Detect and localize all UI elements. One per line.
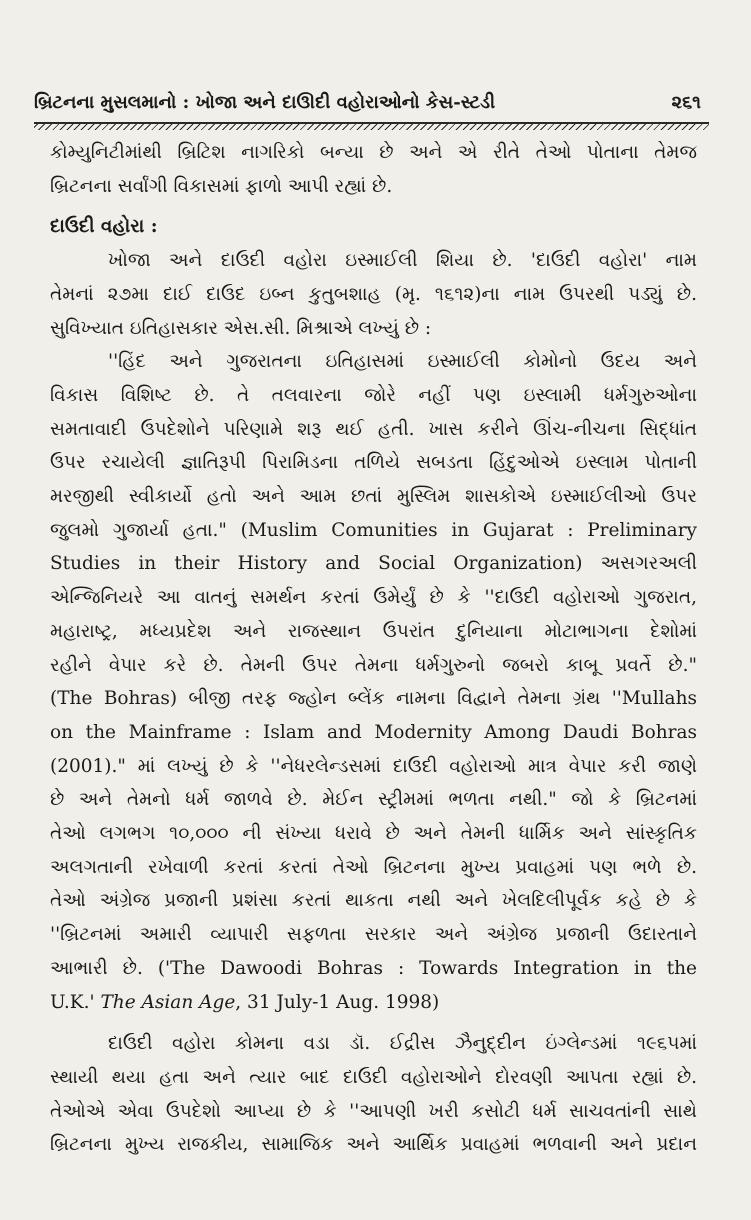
text-line: તેઓ અંગ્રેજ પ્રજાની પ્રશંસા કરતાં થાકતા નથી અને ખેલદિલીપૂર્વક કહે છે કે bbox=[50, 890, 697, 912]
paragraph-quotation bbox=[50, 345, 697, 1019]
text-line: on the Mainframe : Islam and Modernity Among Daudi Bohras bbox=[50, 721, 697, 743]
page-number: ૨૬૧ bbox=[671, 92, 701, 113]
citation-date: , 31 July-1 Aug. 1998) bbox=[235, 991, 440, 1013]
text-line: સમતાવાદી ઉપદેશોને પરિણામે શરૂ થઈ હતી. ખાસ કરીને ઊંચ-નીચના સિદ્ધાંત bbox=[50, 418, 697, 440]
header-rule bbox=[34, 122, 709, 130]
text-line: (2001)." માં લખ્યું છે કે ''નેધરલેન્ડસમાં દાઉદી વહોરાઓ માત્ર વેપાર કરી જાણે bbox=[50, 755, 697, 777]
text-line: એન્જિનિયરે આ વાતનું સમર્થન કરતાં ઉમેર્યું છે કે ''દાઉદી વહોરાઓ ગુજરાત, bbox=[50, 587, 697, 609]
citation-line bbox=[50, 986, 697, 1020]
paragraph-name-origin bbox=[50, 244, 697, 345]
paragraph-leader bbox=[50, 1027, 697, 1162]
text-line: મરજીથી સ્વીકાર્યો હતો અને આમ છતાં મુસ્લિમ શાસકોએ ઇસ્માઈલીઓ ઉપર bbox=[50, 486, 697, 508]
text-line: ખોજા અને દાઉદી વહોરા ઇસ્માઈલી શિયા છે. 'દાઉદી વહોરા' નામ bbox=[108, 250, 697, 272]
text-line: આભારી છે. ('The Dawoodi Bohras : Towards Integration in the bbox=[50, 957, 697, 979]
body-text bbox=[50, 136, 697, 1162]
text-line: તેમનાં ૨૭મા દાઈ દાઉદ ઇબ્ન કુતુબશાહ (મૃ. ૧૬૧૨)ના નામ ઉપરથી પડ્યું છે. bbox=[50, 283, 697, 305]
text-line: રહીને વેપાર કરે છે. તેમની ઉપર તેમના ધર્મગુરુનો જબરો કાબૂ પ્રવર્તે છે." bbox=[50, 654, 697, 676]
text-line: ''હિંદ અને ગુજરાતના ઇતિહાસમાં ઇસ્માઈલી કોમોનો ઉદય અને bbox=[108, 351, 697, 373]
text-line: સુવિખ્યાત ઇતિહાસકાર એસ.સી. મિશ્રાએ લખ્યું છે : bbox=[50, 317, 432, 339]
text-line: દાઉદી વહોરા કોમના વડા ડૉ. ઈદ્રીસ ઝૈનુદ્દીન ઇંગ્લેન્ડમાં ૧૯૬૫માં bbox=[108, 1033, 697, 1055]
text-line: છે અને તેમનો ધર્મ જાળવે છે. મેઈન સ્ટ્રીમમાં ભળતા નથી." જો કે બ્રિટનમાં bbox=[50, 789, 697, 811]
text-line: ''બ્રિટનમાં અમારી વ્યાપારી સફળતા સરકાર અને અંગ્રેજ પ્રજાની ઉદારતાને bbox=[50, 924, 697, 946]
text-line: વિકાસ વિશિષ્ટ છે. તે તલવારના જોરે નહીં પણ ઇસ્લામી ધર્મગુરુઓના bbox=[50, 384, 697, 406]
publication-name: The Asian Age bbox=[100, 991, 236, 1013]
section-heading: દાઉદી વહોરા : bbox=[50, 216, 158, 238]
running-header bbox=[34, 92, 701, 113]
citation-text: U.K.' bbox=[50, 991, 101, 1013]
text-line: ઉપર રચાયેલી જ્ઞાતિરૂપી પિરામિડના તળિયે સબડતા હિંદુઓએ ઇસ્લામ પોતાની bbox=[50, 452, 697, 474]
text-line: અલગતાની રખેવાળી કરતાં કરતાં તેઓ બ્રિટનના મુખ્ય પ્રવાહમાં પણ ભળે છે. bbox=[50, 856, 697, 878]
text-line: (The Bohras) બીજી તરફ જ્હોન બ્લેંક નામના વિદ્વાને તેમના ગ્રંથ ''Mullahs bbox=[50, 688, 697, 710]
text-line: Studies in their History and Social Organization) અસગરઅલી bbox=[50, 553, 697, 575]
text-line: સ્થાયી થયા હતા અને ત્યાર બાદ દાઉદી વહોરાઓને દોરવણી આપતા રહ્યાં છે. bbox=[50, 1066, 697, 1088]
text-line: તેઓએ એવા ઉપદેશો આપ્યા છે કે ''આપણી ખરી કસોટી ધર્મ સાચવતાંની સાથે bbox=[50, 1100, 697, 1122]
paragraph-intro bbox=[50, 136, 697, 203]
text-line: બ્રિટનના સર્વાંગી વિકાસમાં ફાળો આપી રહ્યાં છે. bbox=[50, 175, 393, 197]
running-title: બ્રિટનના મુસલમાનો : ખોજા અને દાઊદી વહોરાઓનો કેસ-સ્ટડી bbox=[34, 92, 496, 113]
text-line: બ્રિટનના મુખ્ય રાજકીય, સામાજિક અને આર્થિક પ્રવાહમાં ભળવાની અને પ્રદાન bbox=[50, 1134, 697, 1156]
text-line: જુલમો ગુજાર્યા હતા." (Muslim Comunities in Gujarat : Preliminary bbox=[50, 519, 697, 541]
text-line: મહારાષ્ટ્ર, મધ્યપ્રદેશ અને રાજસ્થાન ઉપરાંત દુનિયાના મોટાભાગના દેશોમાં bbox=[50, 620, 697, 642]
text-line: તેઓ લગભગ ૧૦,૦૦૦ ની સંખ્યા ધરાવે છે અને તેમની ધાર્મિક અને સાંસ્કૃતિક bbox=[50, 823, 697, 845]
text-line: કોમ્યુનિટીમાંથી બ્રિટિશ નાગરિકો બન્યા છે અને એ રીતે તેઓ પોતાના તેમજ bbox=[50, 142, 697, 163]
